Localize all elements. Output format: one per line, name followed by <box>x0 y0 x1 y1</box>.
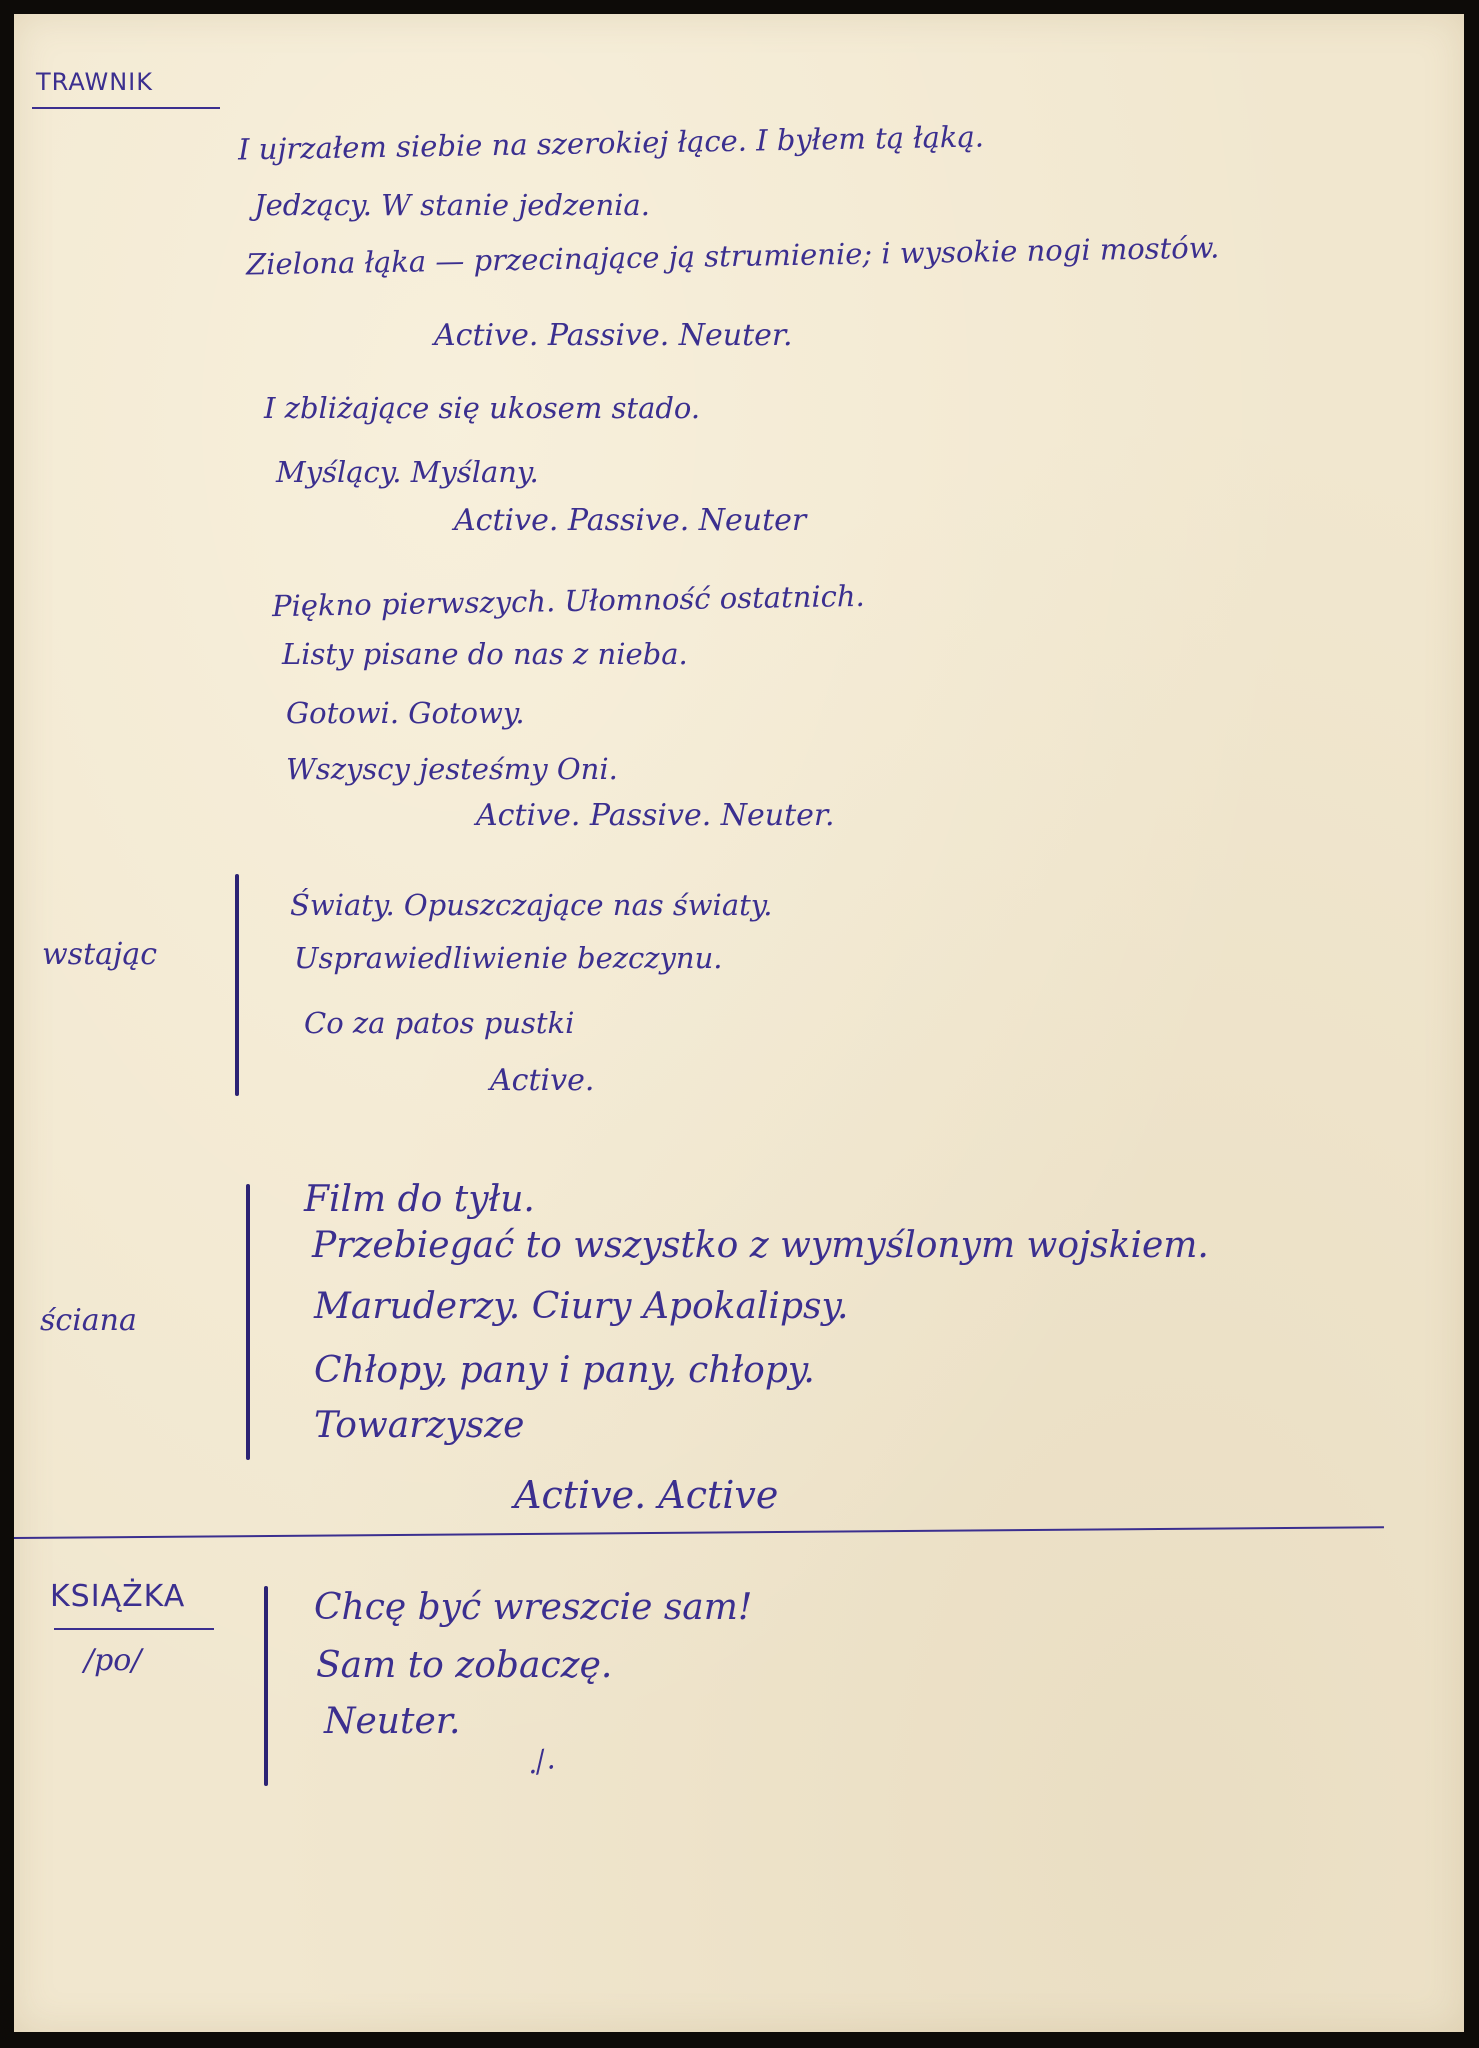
refrain-line: Active. Passive. Neuter <box>454 503 807 538</box>
poem-line: Wszyscy jesteśmy Oni. <box>286 752 618 786</box>
margin-bracket <box>235 874 239 1096</box>
section-sublabel: /po/ <box>84 1643 142 1678</box>
margin-label-sciana: ściana <box>40 1303 137 1338</box>
poem-line: Towarzysze <box>314 1405 525 1446</box>
poem-line: Usprawiedliwienie bezczynu. <box>294 941 723 975</box>
poem-line: Zielona łąka — przecinające ją strumienie; i wysokie nogi mostów. <box>245 230 1220 282</box>
end-mark: ./. <box>522 1741 558 1781</box>
refrain-line: Active. Passive. Neuter. <box>476 798 835 833</box>
label-underline <box>32 107 220 109</box>
poem-line: Maruderzy. Ciury Apokalipsy. <box>314 1286 849 1327</box>
poem-line: Gotowi. Gotowy. <box>286 696 525 730</box>
poem-line: Przebiegać to wszystko z wymyślonym wojskiem. <box>312 1225 1209 1266</box>
poem-line: Myślący. Myślany. <box>276 455 539 489</box>
poem-line: Listy pisane do nas z nieba. <box>282 637 688 671</box>
section-label-ksiazka: KSIĄŻKA <box>50 1579 186 1614</box>
margin-label-wstajac: wstając <box>42 937 158 972</box>
poem-line: Światy. Opuszczające nas światy. <box>290 888 773 922</box>
margin-bracket <box>264 1586 268 1786</box>
margin-bracket <box>246 1184 250 1460</box>
section-label-trawnik: TRAWNIK <box>36 68 153 96</box>
poem-line: I ujrzałem siebie na szerokiej łące. I byłem tą łąką. <box>237 119 985 167</box>
poem-line: Jedzący. W stanie jedzenia. <box>254 188 650 222</box>
poem-line: Co za patos pustki <box>304 1006 575 1040</box>
poem-line: Chcę być wreszcie sam! <box>314 1587 753 1628</box>
manuscript-page <box>14 14 1464 2032</box>
section-divider <box>14 1526 1384 1539</box>
refrain-line: Active. <box>490 1063 595 1098</box>
refrain-line: Active. Passive. Neuter. <box>434 318 793 353</box>
poem-line: I zbliżające się ukosem stado. <box>264 391 701 425</box>
poem-line: Piękno pierwszych. Ułomność ostatnich. <box>271 578 866 624</box>
poem-line: Film do tyłu. <box>304 1179 535 1220</box>
poem-line: Neuter. <box>324 1701 461 1742</box>
poem-line: Chłopy, pany i pany, chłopy. <box>314 1350 815 1391</box>
label-underline <box>54 1628 214 1630</box>
refrain-line: Active. Active <box>514 1473 779 1517</box>
poem-line: Sam to zobaczę. <box>316 1645 613 1686</box>
